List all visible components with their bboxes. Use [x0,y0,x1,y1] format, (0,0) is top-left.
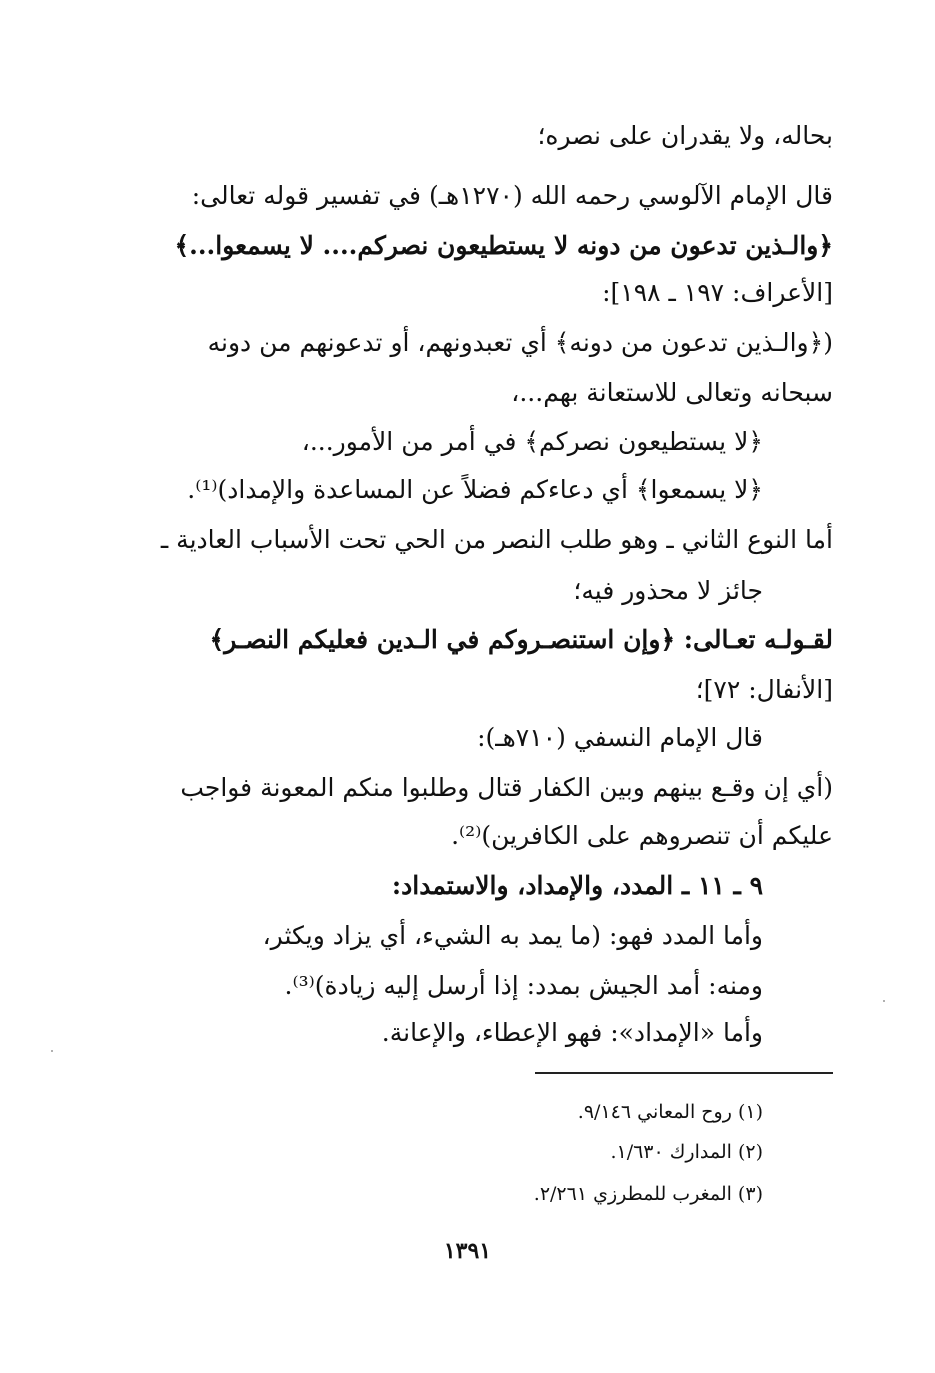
text-line-7: ﴿لا يستطيعون نصركم﴾ في أمر من الأمور...، [301,427,763,456]
scan-speck [883,1000,885,1002]
text-line-6: سبحانه وتعالى للاستعانة بهم...، [511,378,833,407]
footnote-divider [535,1072,833,1074]
text-line-5: (﴿والـذين تدعون من دونه﴾ أي تعبدونهم، أو تدعونهم من دونه [207,328,833,357]
text-line-2: قال الإمام الآلوسي رحمه الله (١٢٧٠هـ) في تفسير قوله تعالى: [191,181,833,210]
scan-speck [51,1050,53,1052]
quran-verse-line: ﴿والـذين تدعون من دونه لا يستطيعون نصركم.... لا يسمعوا...﴾ [174,231,833,260]
text-line-15: عليكم أن تنصروهم على الكافرين)⁽²⁾. [451,821,833,850]
text-line-1: بحاله، ولا يقدران على نصره؛ [537,121,833,150]
text-line-14: (أي إن وقـع بينهم وبين الكفار قتال وطلبوا منكم المعونة فواجب [180,773,833,802]
footnote-2: (٢) المدارك ١/٦٣٠. [610,1141,763,1163]
verse-reference-2: [الأنفال: ٧٢]؛ [695,675,833,704]
footnote-1: (١) روح المعاني ٩/١٤٦. [577,1101,763,1123]
section-heading: ٩ ـ ١١ ـ المدد، والإمداد، والاستمداد: [391,871,763,900]
text-line-19: وأما «الإمداد»: فهو الإعطاء، والإعانة. [381,1018,763,1047]
page-number: ١٣٩١ [443,1238,492,1264]
text-line-10: جائز لا محذور فيه؛ [573,576,763,605]
text-line-13: قال الإمام النسفي (٧١٠هـ): [477,723,763,752]
text-line-9: أما النوع الثاني ـ وهو طلب النصر من الحي تحت الأسباب العادية ـ [160,525,833,554]
quran-verse-line-2: لقـولـه تعـالى: ﴿وإن استنصـروكم في الـدين فعليكم النصـر﴾ [209,625,833,654]
text-line-18: ومنه: أمد الجيش بمدد: إذا أرسل إليه زيادة)⁽³⁾. [284,971,763,1000]
footnote-3: (٣) المغرب للمطرزي ٢/٢٦١. [533,1183,763,1205]
verse-reference: [الأعراف: ١٩٧ ـ ١٩٨]: [602,278,833,307]
text-line-17: وأما المدد فهو: (ما يمد به الشيء، أي يزاد ويكثر، [262,921,763,950]
text-line-8: ﴿لا يسمعوا﴾ أي دعاءكم فضلاً عن المساعدة والإمداد)⁽¹⁾. [187,475,763,504]
